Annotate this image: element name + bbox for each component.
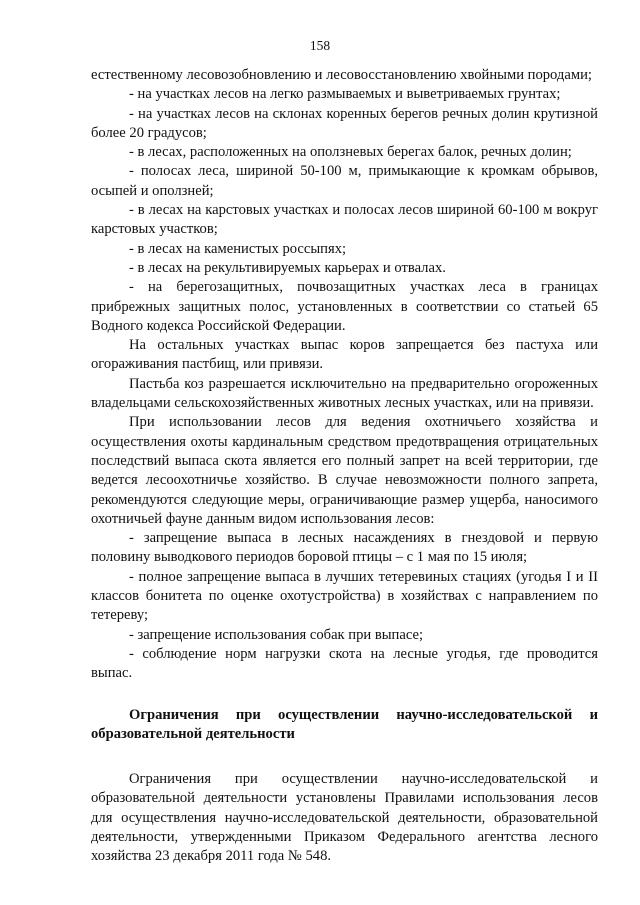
list-item: - в лесах, расположенных на оползневых берегах балок, речных долин; [129, 144, 572, 161]
list-item: - в лесах на каменистых россыпях; [129, 240, 347, 257]
document-body [91, 66, 598, 867]
paragraph: естественному лесовозобновлению и лесовосстановлению хвойными породами; [91, 67, 592, 83]
list-item: - на участках лесов на легко размываемых и выветриваемых грунтах; [129, 86, 561, 103]
spacer [91, 744, 598, 770]
paragraph: На остальных участках выпас коров запрещается без пастуха или огораживания пастбищ, или привязи. [91, 337, 598, 373]
list-item: - запрещение выпаса в лесных насаждениях в гнездовой и первую половину выводкового периодов боровой птицы – с 1 мая по 15 июля; [91, 530, 598, 566]
list-item: - на берегозащитных, почвозащитных участках леса в границах прибрежных защитных полос, установленных в соответствии со статьей 65 Водного кодекса Российской Федерации. [91, 279, 598, 334]
list-item: - полосах леса, шириной 50-100 м, примыкающие к кромкам обрывов, осыпей и оползней; [91, 163, 598, 199]
paragraph: При использовании лесов для ведения охотничьего хозяйства и осуществления охоты кардинальным средством предотвращения отрицательных последствий выпаса скота является его полный запрет на всей территории, где ведется лесоохотничье хозяйство. В случае невозможности полного запрета, рекомендуются следующие меры, ограничивающие размер ущерба, наносимого охотничьей фауне данным видом использования лесов: [91, 414, 598, 527]
section-paragraph: Ограничения при осуществлении научно-исследовательской и образовательной деятельности установлены Правилами использования лесов для осуществления научно-исследовательской деятельности, образовательной деятельности, утвержденными Приказом Федерального агентства лесного хозяйства 23 декабря 2011 года № 548. [91, 771, 598, 865]
list-item: - запрещение использования собак при выпасе; [129, 626, 424, 643]
paragraph: Пастьба коз разрешается исключительно на предварительно огороженных владельцами сельскохозяйственных животных лесных участках, или на привязи. [91, 375, 598, 412]
page-number: 158 [309, 38, 331, 53]
list-item: - соблюдение норм нагрузки скота на лесные угодья, где проводится выпас. [91, 645, 598, 682]
list-item: - в лесах на рекультивируемых карьерах и отвалах. [129, 259, 446, 276]
list-item: - полное запрещение выпаса в лучших тетеревиных стациях (угодья I и II классов бонитета по оценке охотустройства) в хозяйствах с направлением по тетереву; [91, 568, 598, 624]
list-item: - в лесах на карстовых участках и полосах лесов шириной 60-100 м вокруг карстовых участков; [91, 202, 598, 238]
section-heading: Ограничения при осуществлении научно-исследовательской и образовательной деятельности [91, 706, 598, 742]
list-item: - на участках лесов на склонах коренных берегов речных долин крутизной более 20 градусов; [91, 105, 598, 141]
